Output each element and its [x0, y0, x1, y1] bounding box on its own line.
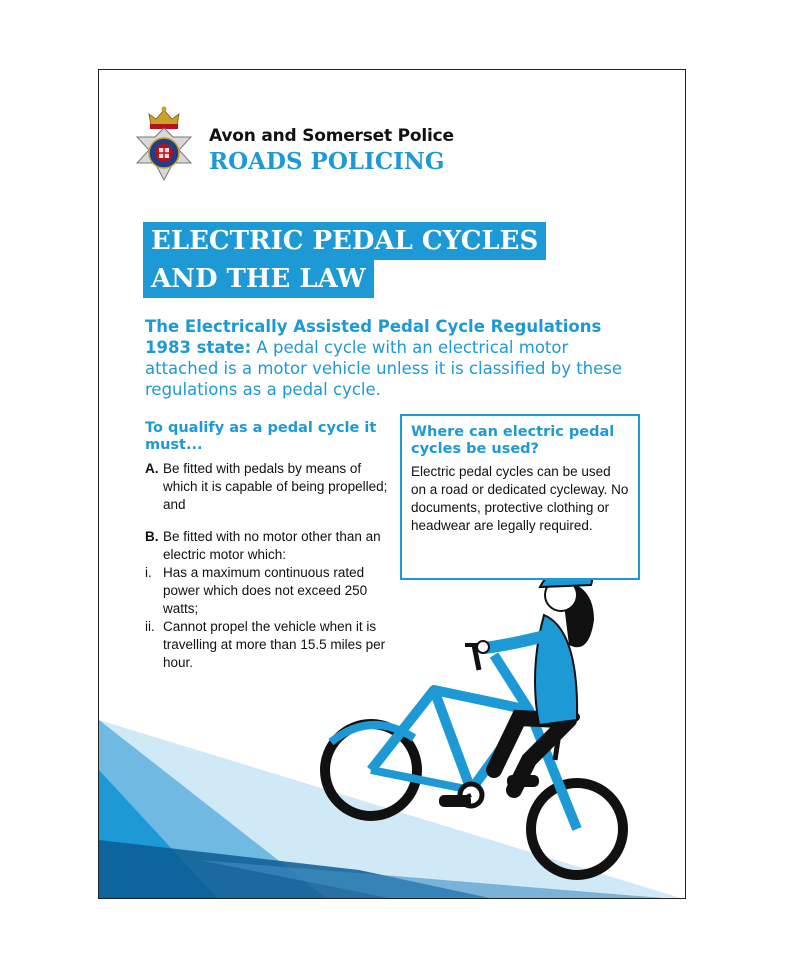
org-name: Avon and Somerset Police — [209, 126, 454, 146]
requirement-item — [145, 618, 390, 672]
requirement-label: ii. — [145, 619, 155, 634]
requirement-label: i. — [145, 565, 152, 580]
requirement-text: Be fitted with no motor other than an electric motor which: — [163, 529, 381, 562]
requirement-item — [145, 564, 390, 618]
qualify-heading: To qualify as a pedal cycle it must... — [145, 420, 377, 453]
requirement-text: Has a maximum continuous rated power which does not exceed 250 watts; — [163, 565, 368, 616]
page-title-line-1: ELECTRIC PEDAL CYCLES — [143, 222, 546, 260]
where-text: Electric pedal cycles can be used on a road or dedicated cycleway. No documents, protective clothing or headwear are legally required. — [411, 464, 629, 533]
requirement-label: A. — [145, 461, 159, 476]
requirement-item — [145, 460, 390, 514]
intro-bold: The Electrically Assisted Pedal Cycle Regulations 1983 state: — [145, 317, 602, 357]
requirement-text: Be fitted with pedals by means of which it is capable of being propelled; and — [163, 461, 388, 512]
intro-text: A pedal cycle with an electrical motor attached is a motor vehicle unless it is classified by these regulations as a pedal cycle. — [145, 338, 623, 399]
qualify-column — [145, 420, 390, 672]
page-title-line-2: AND THE LAW — [143, 260, 374, 298]
requirement-item — [145, 528, 390, 564]
requirement-text: Cannot propel the vehicle when it is travelling at more than 15.5 miles per hour. — [163, 619, 386, 670]
where-box — [400, 414, 640, 580]
department-name: ROADS POLICING — [209, 148, 445, 175]
where-heading: Where can electric pedal cycles be used? — [411, 424, 615, 457]
requirement-label: B. — [145, 529, 159, 544]
leaflet — [98, 69, 686, 899]
